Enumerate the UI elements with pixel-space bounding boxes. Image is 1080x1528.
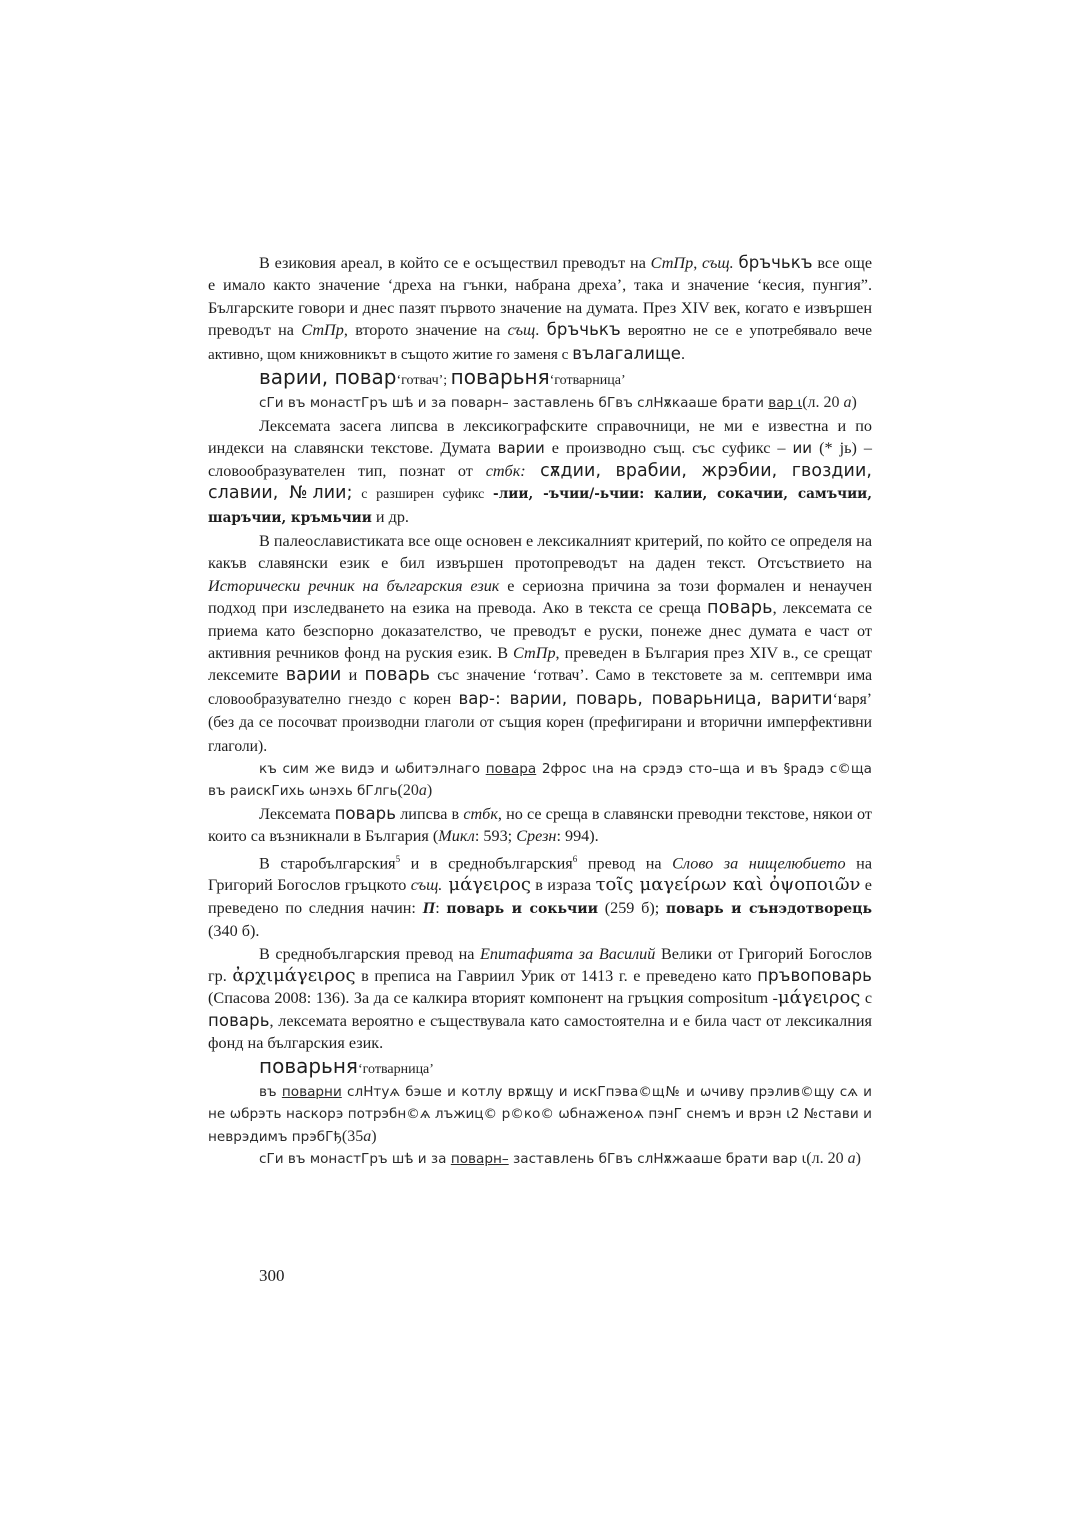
text: вероятно не се е употребявало вече активно, щом книжовникът в същото житие го заменя с <box>208 322 873 363</box>
footnote-ref: 5 <box>395 853 401 864</box>
text: 20 <box>827 1150 848 1168</box>
entry-heading-2 <box>208 1055 872 1081</box>
text: , лексемата вероятно е съществувала като самостоятелна и е била част от лексикалния фонд на българския език. <box>208 1011 872 1053</box>
text: с разширен суфикс <box>352 487 494 503</box>
abbr: стбк <box>463 804 498 823</box>
text: все още е имало както значение ‘дреха на гънки, набрана дреха’, така и значение ‘кесия, пунгия”. Българските говори и днес пазят първото значение на думата. През XIV век, когато е извършен преводът на <box>208 254 873 340</box>
text: в преписа на Гавриил Урик от 1413 г. е преведено като <box>355 966 758 985</box>
quote-underlined: поварни <box>281 1084 342 1101</box>
quote-4 <box>208 1148 872 1170</box>
siglum: П <box>422 898 436 917</box>
text: а <box>847 1150 856 1168</box>
text: : 593; <box>474 827 517 846</box>
paragraph-4 <box>208 803 872 848</box>
quote-text: слНтуѧ бэше и котлу врѫщу и искГпэва©щ№ и ѡчиву прэлив©щу сѧ и не ѡбрэть наскорэ потрэбн©ѧ лъжиц© р©ко© ѡбнаженоѧ пэнГ снемъ и врэн ꙇ2 №стави и неврэдимъ прэбГђ <box>208 1084 873 1145</box>
quote-underlined: повара <box>485 760 537 777</box>
quote-3 <box>208 1081 872 1148</box>
title-italic: Исторически речник на българския език <box>208 576 500 595</box>
text: , <box>693 254 703 272</box>
text: и др. <box>371 508 409 527</box>
text: , но се среща в славянски преводни текстове, някои от които са възникнали в България ( <box>208 804 872 846</box>
headword: варии, повар <box>259 365 397 390</box>
abbr: стбк: <box>485 461 526 480</box>
paragraph-2 <box>208 415 872 530</box>
abbr-stpr: СтПр <box>301 321 344 340</box>
greek-word: μάγειρος <box>442 874 531 896</box>
abbr-stpr: СтПр <box>513 643 556 662</box>
quote-text: сГи въ монастГръ шѣ и за <box>259 1151 451 1168</box>
church-word: ии <box>792 439 813 458</box>
text: , лексемата се приема като безспорно доказателство, че преводът е руски, понеже днес думата е част от активния речников фонд на руския език. В <box>208 599 873 662</box>
paragraph-1 <box>208 252 872 366</box>
text: ‘варя’ (без да се посочват производни глаголи от същия корен (префигирани и вторични имперфективни глаголи). <box>208 690 872 755</box>
greek-phrase: τοῖς μαγείρων καὶ ὀψοποιῶν <box>595 874 861 896</box>
text: в израза <box>530 876 596 895</box>
abbr: Срезн <box>516 827 557 846</box>
text: ) <box>426 782 433 800</box>
text: е сериозна причина за този формален и ненаучен подход при изследването на езика на превода. Ако в текста се среща <box>208 576 872 618</box>
text: (* jь) – словообразувателен тип, познат от <box>208 439 872 480</box>
text: със значение ‘готвач’. Само в текстовете за м. септември има словообразувателно гнездо с корен <box>208 667 872 708</box>
text: : <box>435 898 447 917</box>
church-word: бръчькъ <box>546 320 621 340</box>
quote-text: заставлень бГвъ слНѫжааше брати вар ꙇ <box>508 1151 807 1168</box>
title-italic: Слово за нищелюбието <box>672 853 846 872</box>
text: е производно същ. със суфикс – <box>544 439 793 458</box>
text: (Спасова 2008: 136). За да се калкира вторият компонент на гръцкия compositum - <box>208 989 778 1008</box>
text: (259 б); <box>598 898 666 917</box>
gloss: ‘готварница’ <box>357 1061 434 1077</box>
text: а <box>843 394 852 412</box>
abbr-stpr: СтПр <box>650 254 694 272</box>
text: превод на <box>577 853 673 872</box>
text: с <box>860 989 873 1008</box>
text: . <box>535 321 547 340</box>
church-word: бръчькъ <box>738 253 813 272</box>
quote-text: въ <box>259 1084 282 1101</box>
abbr: същ <box>507 321 536 340</box>
text: В езиковия ареал, в който се е осъществил преводът на <box>259 254 651 272</box>
text: Лексемата засега липсва в лексикографските справочници, не ми е известна и по индекси на славянски текстове. Думата <box>208 416 872 458</box>
quote-text: сГи въ монастГръ шѣ и за поварн– заставлень бГвъ слНѫкааше брати <box>259 395 769 412</box>
title-italic: Епитафията за Василий <box>480 944 656 963</box>
text: и в среднобългарския <box>400 853 573 872</box>
church-word: поварь <box>364 665 431 686</box>
text: В палеославистиката все още основен е лексикалният критерий, по който се определя на какъв славянски език е бил извършен протопреводът на даден текст. Отсъствието на <box>208 531 872 573</box>
entry-heading-1 <box>208 366 872 392</box>
text: (20 <box>397 782 419 800</box>
text: е преведено по следния начин: <box>208 876 872 917</box>
church-word: поварь <box>707 598 773 619</box>
text: ) <box>855 1150 861 1168</box>
text: а <box>363 1127 372 1145</box>
text: В старобългарския <box>259 853 396 872</box>
text: 20 <box>823 394 844 412</box>
church-word: вълагалище <box>572 343 681 363</box>
paragraph-6 <box>208 943 872 1055</box>
church-word: варии <box>285 665 342 686</box>
text: и <box>341 666 365 685</box>
text: (340 б). <box>208 922 260 941</box>
quote-text: 2фрос ꙇна на срэдэ сто–ща и въ §радэ с©ща въ раискГихь ѡнэхь бГлгь <box>208 760 872 800</box>
greek-word: ἀρχιμάγειρος <box>232 964 356 986</box>
page-number: 300 <box>259 1266 285 1285</box>
paragraph-5 <box>208 848 872 943</box>
text: . <box>681 344 686 363</box>
abbr: същ. <box>410 876 443 895</box>
church-word-bold: -лии, -ъчии/-ьчии: калии, сокачии, самъчии, шаръчии, кръмьчии <box>208 486 872 527</box>
headword: поварьня <box>450 365 550 390</box>
text: Лексемата <box>259 804 335 823</box>
text: , второто значение на <box>343 321 508 340</box>
text: (л. <box>802 394 824 412</box>
church-word: сѫдии, врабии, жрэбии, гвоздии, славии, №лии; <box>208 460 872 504</box>
footnote-ref: 6 <box>572 853 578 864</box>
text: (л. <box>806 1150 828 1168</box>
church-word: поварь <box>208 1010 270 1030</box>
quote-text: къ сим же видэ и ѡбитэлнаго <box>259 760 486 777</box>
church-word: пръвоповарь <box>757 965 872 985</box>
text: липсва в <box>396 804 464 823</box>
church-word-bold: поварь и сънэдотворець <box>665 900 873 917</box>
quote-1 <box>208 392 872 414</box>
text: на Григорий Богослов гръцкото <box>208 853 873 895</box>
text: ) <box>851 394 857 412</box>
paragraph-3 <box>208 530 872 758</box>
text: (35 <box>341 1127 364 1145</box>
text: Велики от Григорий Богослов гр. <box>208 944 872 985</box>
church-word: поварь <box>334 803 397 823</box>
quote-underlined: вар ꙇ <box>768 395 803 412</box>
text: , преведен в България през XIV в., се срещат лексемите <box>208 643 872 685</box>
greek-word: μάγειρος <box>777 987 861 1009</box>
gloss: ‘готвач’; <box>396 373 451 389</box>
church-word: вар-: варии, поварь, поварьница, варити <box>458 688 833 708</box>
gloss: ‘готварница’ <box>549 373 626 389</box>
church-word: варии <box>497 439 545 458</box>
text: ) <box>371 1127 377 1145</box>
page-body <box>208 252 872 1171</box>
church-word-bold: поварь и сокьчии <box>446 900 599 917</box>
quote-2 <box>208 758 872 803</box>
abbr: същ. <box>702 254 734 272</box>
quote-underlined: поварн– <box>450 1151 509 1168</box>
text: а <box>418 782 427 800</box>
text: : 994). <box>556 827 599 846</box>
headword: поварьня <box>259 1053 358 1078</box>
text: В среднобългарския превод на <box>259 944 481 963</box>
abbr: Микл <box>438 827 475 846</box>
